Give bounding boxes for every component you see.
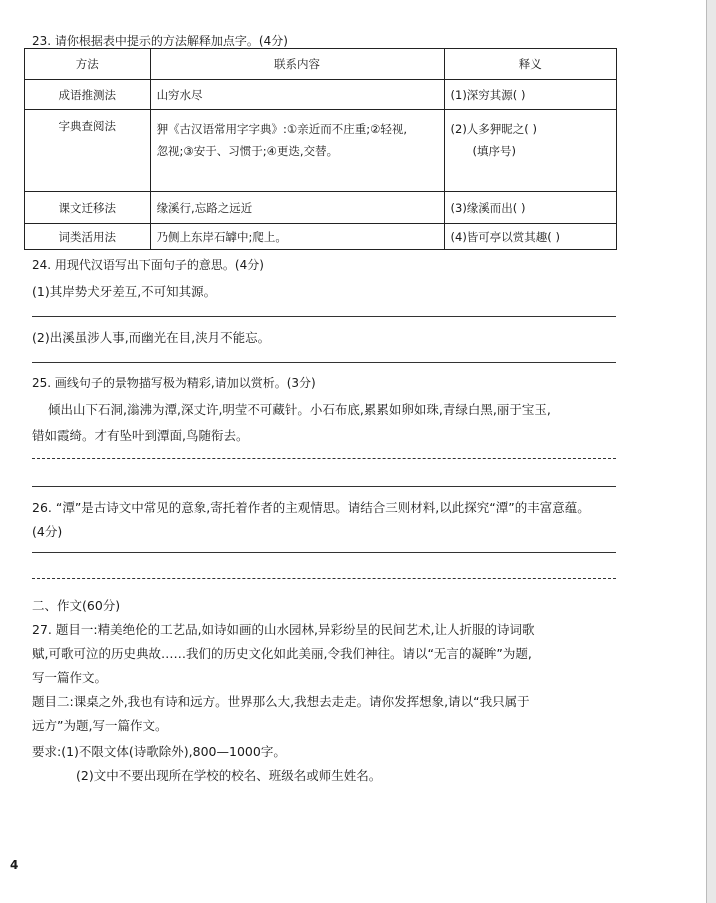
q26-text-line1: 26. “潭”是古诗文中常见的意象,寄托着作者的主观情思。请结合三则材料,以此探究“潭”的丰富意蕴。 [32,500,590,515]
row3-meaning: (3)缘溪而出( ) [444,192,616,224]
header-method: 方法 [25,49,151,80]
row3-method: 课文迁移法 [25,192,151,224]
header-meaning: 释义 [444,49,616,80]
row2-content [150,110,444,192]
essay-line1: 27. 题目一:精美绝伦的工艺品,如诗如画的山水园林,异彩纷呈的民间艺术,让人折服的诗词歌 [32,622,535,637]
row2-meaning [444,110,616,192]
table-row [25,192,617,224]
table-header-row [25,49,617,80]
essay-line4: 题目二:课桌之外,我也有诗和远方。世界那么大,我想去走走。请你发挥想象,请以“我只属于 [32,694,530,709]
answer-line [32,362,616,363]
row1-method: 成语推测法 [25,80,151,110]
row1-content: 山穷水尽 [150,80,444,110]
q23-title: 23. 请你根据表中提示的方法解释加点字。(4分) [32,34,288,48]
table-row [25,110,617,192]
row3-content: 缘溪行,忘路之远近 [150,192,444,224]
q25-passage-line1: 倾出山下石洞,滃沸为潭,深丈许,明莹不可藏针。小石布底,累累如卵如珠,青绿白黑,丽于宝玉, [48,402,551,417]
page-number: 4 [10,858,19,872]
answer-line [32,552,616,553]
row2-meaning-line2: (填序号) [472,144,516,158]
q25-passage-line2: 错如霞绮。才有坠叶到潭面,鸟随衔去。 [32,428,249,443]
row4-content: 乃侧上东岸石罅中;爬上。 [150,224,444,250]
answer-line [32,578,616,579]
table-row [25,80,617,110]
row2-content-line1: 狎《古汉语常用字字典》:①亲近而不庄重;②轻视, [156,122,408,136]
answer-line [32,486,616,487]
row1-meaning: (1)深穷其源( ) [444,80,616,110]
q24-sentence2: (2)出溪虽涉人事,而幽光在目,浃月不能忘。 [32,330,271,345]
answer-line [32,316,616,317]
answer-line [32,458,616,459]
q24-title: 24. 用现代汉语写出下面句子的意思。(4分) [32,258,264,272]
essay-line3: 写一篇作文。 [32,670,108,685]
essay-heading: 二、作文(60分) [32,598,121,613]
scan-edge [706,0,716,903]
essay-line2: 赋,可歌可泣的历史典故……我们的历史文化如此美丽,令我们神往。请以“无言的凝眸”为题, [32,646,532,661]
q24-sentence1: (1)其岸势犬牙差互,不可知其源。 [32,284,217,299]
row4-method: 词类活用法 [25,224,151,250]
q26-text-line2: (4分) [32,524,63,539]
row2-content-line2: 忽视;③安于、习惯于;④更迭,交替。 [156,144,339,158]
row4-meaning: (4)皆可亭以赏其趣( ) [444,224,616,250]
header-content: 联系内容 [150,49,444,80]
q25-title: 25. 画线句子的景物描写极为精彩,请加以赏析。(3分) [32,376,316,390]
row2-meaning-line1: (2)人多狎昵之( ) [450,122,537,136]
essay-requirement2: (2)文中不要出现所在学校的校名、班级名或师生姓名。 [76,768,382,783]
q23-table [24,48,617,250]
row2-method: 字典查阅法 [25,110,151,192]
essay-requirement1: 要求:(1)不限文体(诗歌除外),800—1000字。 [32,744,286,759]
essay-line5: 远方”为题,写一篇作文。 [32,718,168,733]
table-row [25,224,617,250]
